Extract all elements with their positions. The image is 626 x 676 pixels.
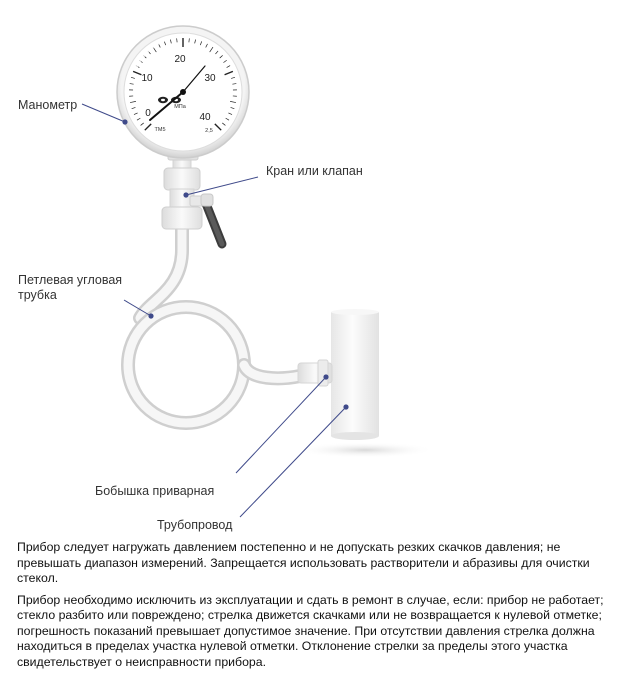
gauge-mark-left: ТМ5 <box>155 127 166 133</box>
label-pipeline: Трубопровод <box>157 518 232 533</box>
gauge-unit: МПа <box>174 104 187 110</box>
label-manometer: Манометр <box>18 98 77 113</box>
floor-shadow <box>295 442 435 458</box>
paragraph-repair: Прибор необходимо исключить из эксплуатации и сдать в ремонт в случае, если: прибор не работает; стекло разбито или повреждено; стрелка движется скачками или не возвращается к нулевой отметке; погрешность показаний превышает допустимое значение. При отсутствии давления стрелка должна находиться в пределах участка нулевой отметки. Отклонение стрелки за пределы этого участка свидетельствует о неисправности прибора. <box>17 593 617 671</box>
instructions-text <box>17 540 617 676</box>
loop-tube <box>128 228 300 423</box>
label-loop-tube-line1: Петлевая угловая <box>18 273 122 288</box>
pressure-gauge <box>117 26 249 160</box>
gauge-label-40: 40 <box>199 112 211 123</box>
gauge-label-30: 30 <box>204 73 216 84</box>
pipeline <box>331 309 379 440</box>
label-loop-tube <box>18 273 122 303</box>
label-boss: Бобышка приварная <box>95 484 214 499</box>
label-loop-tube-line2: трубка <box>18 288 122 303</box>
gauge-label-10: 10 <box>141 73 153 84</box>
gauge-label-0: 0 <box>145 108 151 119</box>
valve <box>162 155 222 244</box>
gauge-mark-right: 2,5 <box>205 128 213 134</box>
valve-handle <box>201 194 222 244</box>
welded-boss <box>298 360 332 386</box>
paragraph-loading: Прибор следует нагружать давлением постепенно и не допускать резких скачков давления; не превышать диапазон измерений. Запрещается использовать растворители и абразивы для очистки стекол. <box>17 540 617 587</box>
label-valve: Кран или клапан <box>266 164 363 179</box>
gauge-label-20: 20 <box>174 54 186 65</box>
